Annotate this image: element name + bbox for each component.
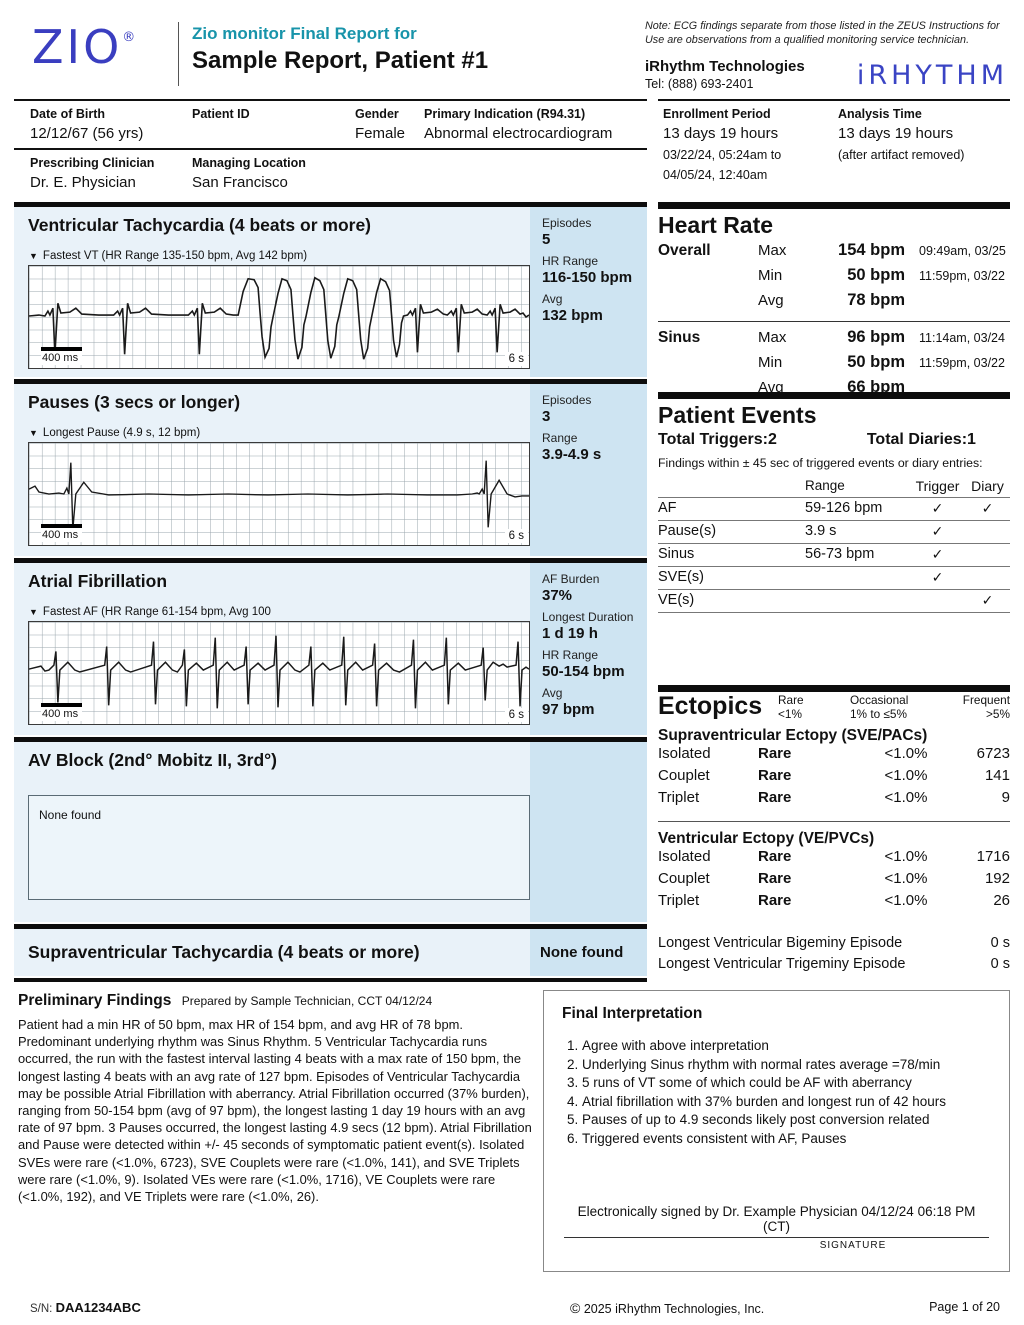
check-icon: ✓ bbox=[981, 592, 994, 608]
patient-events-note: Findings within ± 45 sec of triggered events or diary entries: bbox=[658, 456, 983, 470]
company-block bbox=[645, 58, 805, 91]
av-block-title: AV Block (2nd° Mobitz II, 3rd°) bbox=[28, 750, 277, 770]
header-note: Note: ECG findings separate from those listed in the ZEUS Instructions for Use are observations from a qualified monitoring service technician. bbox=[645, 20, 1000, 46]
af-hr-range-value: 50-154 bpm bbox=[542, 663, 625, 680]
check-icon bbox=[965, 523, 1010, 540]
triangle-marker-icon: ▼ bbox=[29, 251, 38, 261]
check-icon bbox=[910, 592, 965, 609]
copyright bbox=[570, 1300, 764, 1316]
table-row bbox=[658, 497, 1010, 520]
svt-title: Supraventricular Tachycardia (4 beats or more) bbox=[28, 942, 420, 962]
ectopic-count: 141 bbox=[984, 767, 1010, 784]
clinician-label: Prescribing Clinician bbox=[30, 156, 155, 170]
af-strip-label bbox=[29, 606, 530, 618]
vt-episodes-value: 5 bbox=[542, 231, 551, 248]
patient-id-field bbox=[192, 107, 250, 125]
table-row bbox=[658, 566, 1010, 589]
ectopic-percent: <1.0% bbox=[884, 848, 928, 865]
vt-strip-label bbox=[29, 250, 530, 262]
final-interpretation-title: Final Interpretation bbox=[562, 1005, 703, 1022]
vt-episodes-label: Episodes bbox=[542, 216, 592, 230]
ectopic-frequency: Rare bbox=[758, 848, 792, 865]
final-interpretation-list bbox=[582, 1037, 991, 1149]
vt-avg-label: Avg bbox=[542, 292, 563, 306]
report-type: Zio monitor Final Report for bbox=[192, 24, 417, 43]
pauses-title: Pauses (3 secs or longer) bbox=[28, 392, 241, 412]
arrhythmia-sections bbox=[14, 202, 647, 982]
patient-events-header-row bbox=[658, 478, 1010, 497]
af-stats-panel bbox=[530, 563, 647, 735]
header-titles bbox=[192, 24, 488, 75]
ectopic-percent: <1.0% bbox=[884, 892, 928, 909]
hr-row bbox=[658, 328, 1010, 353]
patient-info-right bbox=[658, 99, 1010, 182]
preliminary-findings-body: Patient had a min HR of 50 bpm, max HR of 154 bpm, and avg HR of 78 bpm. Predominant underlying rhythm was Sinus Rhythm. 5 Ventricular Tachycardia runs occurred, the run with the fastest interval lasting 4 beats with a max rate of 150 bpm, the longest lasting 4 beats with an avg rate of 127 bpm. Episodes of Ventricular Tachycardia may be possible Atrial Fibrillation with aberrancy. Atrial Fibrillation occurred (37% burden), ranging from 50-154 bpm (avg of 97 bpm), the longest lasting 1 day 19 hours with an avg rate of 97 bpm. 3 Pauses occurred, the longest lasting 4.9 secs (12 bpm). Atrial Fibrillation and Pause were detected within +/- 45 seconds of symptomatic patient event(s). Isolated SVEs were rare (<1.0%, 6723), SVE Couplets were rare (<1.0%, 141), and SVE Triplets were rare (<1.0%, 9). Isolated VEs were rare (<1.0%, 1716), VE Couplets were rare (<1.0%, 192), and VE Triplets were rare (<1.0%, 26). bbox=[18, 1017, 532, 1205]
event-range bbox=[805, 569, 910, 586]
location-value: San Francisco bbox=[192, 174, 288, 191]
hr-value: 96 bpm bbox=[847, 328, 905, 346]
af-duration-label: Longest Duration bbox=[542, 610, 634, 624]
pauses-episodes-value: 3 bbox=[542, 408, 551, 425]
list-item: 4. Atrial fibrillation with 37% burden and longest run of 42 hours bbox=[582, 1093, 991, 1112]
ectopic-frequency: Rare bbox=[758, 767, 792, 784]
electronic-signature: Electronically signed by Dr. Example Physician 04/12/24 06:18 PM (CT) bbox=[564, 1204, 989, 1238]
hr-row bbox=[658, 291, 1010, 316]
vt-stats-panel bbox=[530, 207, 647, 377]
hr-time: 09:49am, 03/25 bbox=[919, 244, 1006, 258]
hr-row bbox=[658, 353, 1010, 378]
hr-row bbox=[658, 241, 1010, 266]
section-svt bbox=[14, 924, 647, 976]
gender-value: Female bbox=[355, 125, 406, 142]
event-name: SVE(s) bbox=[658, 569, 704, 585]
event-range: 3.9 s bbox=[805, 523, 837, 539]
bigeminy-row bbox=[658, 935, 1010, 951]
pauses-range-label: Range bbox=[542, 431, 578, 445]
prepared-by: Prepared by Sample Technician, CCT 04/12/24 bbox=[181, 994, 433, 1008]
ectopic-percent: <1.0% bbox=[884, 870, 928, 887]
ectopic-count: 192 bbox=[984, 870, 1010, 887]
legend-rare-line2: <1% bbox=[778, 706, 802, 721]
event-name: AF bbox=[658, 500, 677, 516]
hr-time: 11:59pm, 03/22 bbox=[919, 356, 1005, 370]
af-strip-label-text: Fastest AF (HR Range 61-154 bpm, Avg 100 bbox=[42, 606, 271, 618]
total-diaries: Total Diaries:1 bbox=[866, 431, 976, 448]
af-burden-label: AF Burden bbox=[542, 572, 600, 586]
ectopic-frequency: Rare bbox=[758, 745, 792, 762]
vt-hr-range-value: 116-150 bpm bbox=[542, 269, 633, 286]
heart-rate-title: Heart Rate bbox=[658, 212, 774, 238]
vt-hr-range-label: HR Range bbox=[542, 254, 599, 268]
event-range: 56-73 bpm bbox=[805, 546, 875, 562]
clinician-field bbox=[30, 156, 154, 191]
gender-field bbox=[355, 107, 405, 142]
vt-duration-marker: 6 s bbox=[505, 352, 528, 366]
hr-metric: Min bbox=[758, 267, 783, 284]
check-icon: ✓ bbox=[981, 500, 994, 516]
af-duration-value: 1 d 19 h bbox=[542, 625, 598, 642]
bigeminy-label: Longest Ventricular Bigeminy Episode bbox=[658, 935, 903, 951]
hr-time: 11:14am, 03/24 bbox=[919, 331, 1005, 345]
av-block-stats-panel bbox=[530, 742, 647, 922]
vt-ecg-svg bbox=[29, 266, 529, 368]
event-name: Sinus bbox=[658, 546, 695, 562]
pauses-episodes-label: Episodes bbox=[542, 393, 592, 407]
table-row bbox=[658, 520, 1010, 543]
header-divider bbox=[178, 22, 179, 86]
legend-occasional bbox=[850, 693, 950, 721]
pauses-range-value: 3.9-4.9 s bbox=[542, 446, 602, 463]
section-heart-rate bbox=[658, 202, 1010, 403]
legend-occasional-line1: Occasional bbox=[850, 692, 909, 707]
svt-result: None found bbox=[530, 929, 647, 976]
section-patient-events bbox=[658, 392, 1010, 613]
location-label: Managing Location bbox=[192, 156, 306, 170]
analysis-duration: 13 days 19 hours bbox=[838, 125, 954, 142]
hr-group-overall: Overall bbox=[658, 242, 711, 259]
indication-label: Primary Indication (R94.31) bbox=[424, 107, 586, 121]
gender-label: Gender bbox=[355, 107, 399, 121]
sve-heading: Supraventricular Ectopy (SVE/PACs) bbox=[658, 727, 928, 744]
legend-occasional-line2: 1% to ≤5% bbox=[850, 706, 907, 721]
af-scale-marker: 400 ms bbox=[41, 703, 82, 721]
patient-info-left bbox=[14, 99, 647, 200]
ectopic-type: Triplet bbox=[658, 892, 700, 909]
copyright-text: 2025 iRhythm Technologies, Inc. bbox=[583, 1302, 765, 1316]
pauses-ecg-strip bbox=[28, 442, 530, 546]
analysis-label: Analysis Time bbox=[838, 107, 922, 121]
pauses-scale-marker: 400 ms bbox=[41, 524, 82, 542]
table-row bbox=[658, 870, 1010, 892]
check-icon bbox=[965, 546, 1010, 563]
list-item: 5. Pauses of up to 4.9 seconds likely post conversion related bbox=[582, 1111, 991, 1130]
hr-time: 11:59pm, 03/22 bbox=[919, 269, 1005, 283]
event-name: Pause(s) bbox=[658, 523, 717, 539]
hr-value: 50 bpm bbox=[847, 266, 905, 284]
triangle-marker-icon: ▼ bbox=[29, 428, 38, 438]
vt-ecg-strip bbox=[28, 265, 530, 369]
table-row bbox=[658, 589, 1010, 613]
af-hr-range-label: HR Range bbox=[542, 648, 599, 662]
event-name: VE(s) bbox=[658, 592, 695, 608]
table-row bbox=[658, 789, 1010, 811]
page-number: Page 1 of 20 bbox=[929, 1300, 1000, 1314]
check-icon: ✓ bbox=[931, 546, 944, 562]
dob-field bbox=[30, 107, 143, 142]
section-pauses bbox=[14, 379, 647, 556]
hr-group-sinus: Sinus bbox=[658, 329, 701, 346]
trigeminy-row bbox=[658, 956, 1010, 972]
indication-field bbox=[424, 107, 612, 142]
av-block-result-box bbox=[28, 795, 530, 900]
page-footer bbox=[0, 1298, 1024, 1320]
event-range: 59-126 bpm bbox=[805, 500, 883, 516]
analysis-note: (after artifact removed) bbox=[838, 148, 965, 162]
preliminary-findings-title: Preliminary Findings bbox=[18, 992, 172, 1009]
col-range: Range bbox=[805, 478, 845, 493]
check-icon: ✓ bbox=[931, 500, 944, 516]
patient-id-label: Patient ID bbox=[192, 107, 250, 121]
ectopic-count: 9 bbox=[1001, 789, 1010, 806]
ectopic-percent: <1.0% bbox=[884, 789, 928, 806]
zio-logo-text: ZIO bbox=[32, 20, 123, 74]
enrollment-field bbox=[663, 107, 781, 182]
ectopics-title: Ectopics bbox=[658, 692, 763, 720]
registered-mark-icon: ® bbox=[122, 30, 136, 45]
table-row bbox=[658, 767, 1010, 789]
zio-logo bbox=[32, 20, 136, 74]
trigeminy-label: Longest Ventricular Trigeminy Episode bbox=[658, 956, 906, 972]
ectopic-count: 6723 bbox=[976, 745, 1010, 762]
ectopic-type: Isolated bbox=[658, 745, 711, 762]
af-ecg-svg bbox=[29, 622, 529, 724]
company-phone: Tel: (888) 693-2401 bbox=[645, 77, 754, 91]
section-ectopics bbox=[658, 685, 1010, 972]
pauses-duration-marker: 6 s bbox=[505, 529, 528, 543]
hr-row bbox=[658, 266, 1010, 291]
col-diary: Diary bbox=[971, 478, 1004, 494]
signature-block bbox=[564, 1204, 989, 1251]
enrollment-start: 03/22/24, 05:24am to bbox=[663, 148, 782, 162]
report-header bbox=[0, 18, 1024, 98]
ectopic-count: 26 bbox=[993, 892, 1010, 909]
dob-label: Date of Birth bbox=[30, 107, 105, 121]
hr-value: 78 bpm bbox=[847, 291, 905, 309]
irhythm-logo: iRHYTHM bbox=[856, 60, 1008, 91]
copyright-icon: © bbox=[570, 1300, 581, 1316]
ectopic-count: 1716 bbox=[976, 848, 1010, 865]
enrollment-label: Enrollment Period bbox=[663, 107, 771, 121]
table-row bbox=[658, 848, 1010, 870]
bigeminy-value: 0 s bbox=[990, 935, 1010, 951]
ectopic-type: Couplet bbox=[658, 870, 710, 887]
af-ecg-strip bbox=[28, 621, 530, 725]
ectopic-percent: <1.0% bbox=[884, 745, 928, 762]
check-icon bbox=[965, 569, 1010, 586]
list-item: 6. Triggered events consistent with AF, Pauses bbox=[582, 1130, 991, 1149]
af-avg-label: Avg bbox=[542, 686, 563, 700]
serial-number-value: DAA1234ABC bbox=[55, 1300, 141, 1315]
hr-metric: Max bbox=[758, 329, 787, 346]
ectopic-frequency: Rare bbox=[758, 789, 792, 806]
check-icon: ✓ bbox=[931, 569, 944, 585]
legend-rare bbox=[778, 693, 850, 721]
vt-strip-label-text: Fastest VT (HR Range 135-150 bpm, Avg 142 bpm) bbox=[42, 250, 308, 262]
company-name: iRhythm Technologies bbox=[645, 58, 805, 75]
ectopic-type: Triplet bbox=[658, 789, 700, 806]
check-icon: ✓ bbox=[931, 523, 944, 539]
hr-metric: Avg bbox=[758, 292, 784, 309]
location-field bbox=[192, 156, 306, 191]
af-title: Atrial Fibrillation bbox=[28, 571, 168, 591]
vt-scale-marker: 400 ms bbox=[41, 347, 82, 365]
signature-label: SIGNATURE bbox=[819, 1240, 887, 1251]
patient-name: Sample Report, Patient #1 bbox=[192, 47, 489, 74]
clinician-value: Dr. E. Physician bbox=[30, 174, 136, 191]
col-trigger: Trigger bbox=[915, 478, 960, 494]
legend-frequent bbox=[950, 693, 1010, 721]
af-burden-value: 37% bbox=[542, 587, 573, 604]
pauses-strip-label-text: Longest Pause (4.9 s, 12 bpm) bbox=[42, 427, 201, 439]
hr-metric: Avg bbox=[758, 379, 784, 396]
pauses-ecg-svg bbox=[29, 443, 529, 545]
af-avg-value: 97 bpm bbox=[542, 701, 595, 718]
table-row bbox=[658, 745, 1010, 767]
ectopics-divider bbox=[658, 821, 1010, 822]
section-ventricular-tachycardia bbox=[14, 202, 647, 377]
sections-end-bar bbox=[14, 978, 647, 982]
section-atrial-fibrillation bbox=[14, 558, 647, 735]
hr-value: 154 bpm bbox=[838, 241, 905, 259]
af-duration-marker: 6 s bbox=[505, 708, 528, 722]
hr-value: 66 bpm bbox=[847, 378, 905, 396]
legend-rare-line1: Rare bbox=[778, 692, 804, 707]
total-triggers: Total Triggers:2 bbox=[658, 431, 777, 448]
ectopic-frequency: Rare bbox=[758, 870, 792, 887]
final-interpretation-box bbox=[543, 990, 1010, 1272]
enrollment-duration: 13 days 19 hours bbox=[663, 125, 779, 142]
ectopic-type: Isolated bbox=[658, 848, 711, 865]
list-item: 3. 5 runs of VT some of which could be AF with aberrancy bbox=[582, 1074, 991, 1093]
ve-heading: Ventricular Ectopy (VE/PVCs) bbox=[658, 830, 875, 847]
list-item: 1. Agree with above interpretation bbox=[582, 1037, 991, 1056]
legend-frequent-line2: >5% bbox=[986, 706, 1010, 721]
hr-metric: Min bbox=[758, 354, 783, 371]
list-item: 2. Underlying Sinus rhythm with normal rates average =78/min bbox=[582, 1056, 991, 1075]
table-row bbox=[658, 543, 1010, 566]
dob-value: 12/12/67 (56 yrs) bbox=[30, 125, 144, 142]
table-row bbox=[658, 892, 1010, 914]
hr-metric: Max bbox=[758, 242, 787, 259]
patient-events-table bbox=[658, 478, 1010, 613]
pauses-strip-label bbox=[29, 427, 530, 439]
analysis-field bbox=[838, 107, 964, 162]
enrollment-end: 04/05/24, 12:40am bbox=[663, 168, 768, 182]
event-range bbox=[805, 592, 910, 609]
indication-value: Abnormal electrocardiogram bbox=[424, 125, 613, 142]
patient-events-title: Patient Events bbox=[658, 402, 817, 428]
pauses-stats-panel bbox=[530, 384, 647, 556]
hr-value: 50 bpm bbox=[847, 353, 905, 371]
legend-frequent-line1: Frequent bbox=[962, 692, 1010, 707]
serial-number bbox=[30, 1300, 141, 1315]
ectopic-frequency: Rare bbox=[758, 892, 792, 909]
preliminary-findings bbox=[18, 992, 536, 1205]
serial-number-label: S/N: bbox=[30, 1303, 53, 1315]
vt-title: Ventricular Tachycardia (4 beats or more) bbox=[28, 215, 372, 235]
trigeminy-value: 0 s bbox=[990, 956, 1010, 972]
av-block-result: None found bbox=[39, 808, 102, 822]
ectopic-type: Couplet bbox=[658, 767, 710, 784]
triangle-marker-icon: ▼ bbox=[29, 607, 38, 617]
vt-avg-value: 132 bpm bbox=[542, 307, 603, 324]
ectopic-percent: <1.0% bbox=[884, 767, 928, 784]
section-av-block bbox=[14, 737, 647, 922]
